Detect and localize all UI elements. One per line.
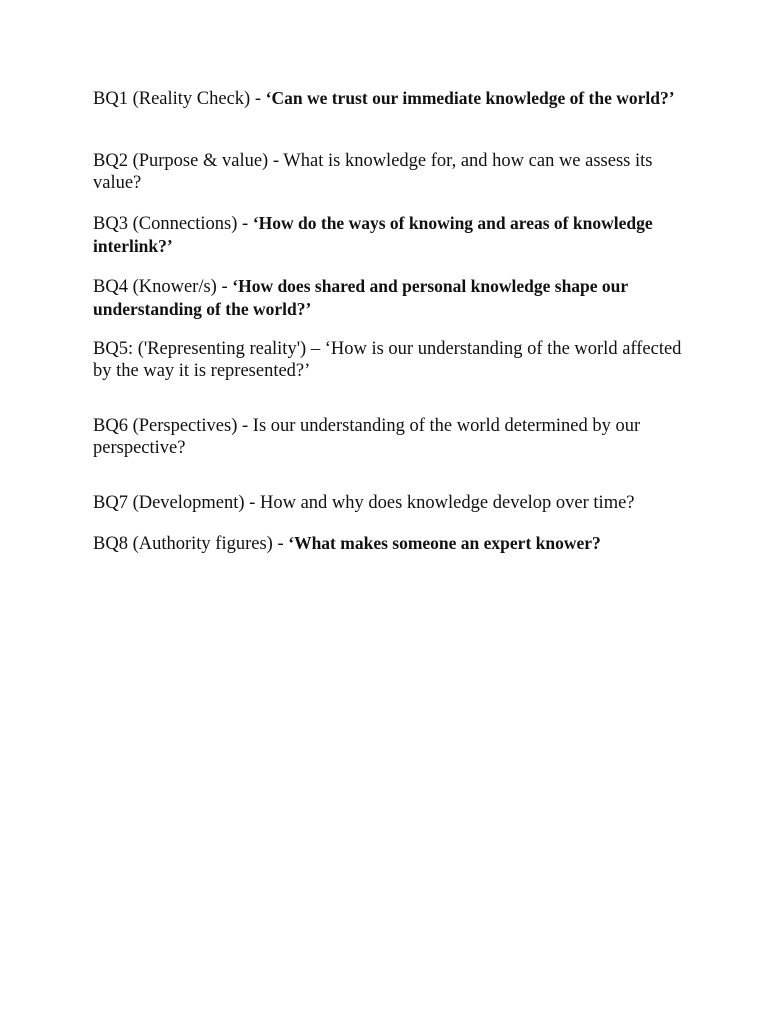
question-bq3 (93, 213, 683, 258)
question-text: ‘How does shared and personal knowledge shape our understanding of the world?’ (93, 276, 628, 319)
question-prefix: BQ1 (Reality Check) - (93, 89, 266, 109)
question-text: ‘How is our understanding of the world affected by the way it is represented?’ (93, 339, 682, 381)
question-prefix: BQ2 (Purpose & value) - (93, 151, 284, 171)
question-text: ‘What makes someone an expert knower? (288, 533, 601, 553)
question-bq5 (93, 339, 683, 382)
question-text: ‘How do the ways of knowing and areas of knowledge interlink?’ (93, 213, 653, 256)
question-prefix: BQ5: ('Representing reality') – (93, 339, 325, 359)
question-bq1 (93, 88, 683, 111)
question-bq4 (93, 276, 683, 321)
question-bq7 (93, 493, 683, 515)
question-bq2 (93, 151, 683, 194)
question-prefix: BQ6 (Perspectives) - (93, 416, 253, 436)
question-text: What is knowledge for, and how can we assess its value? (93, 151, 653, 193)
question-bq8 (93, 533, 683, 556)
question-bq6 (93, 416, 683, 459)
question-prefix: BQ3 (Connections) - (93, 214, 253, 234)
question-text: How and why does knowledge develop over time? (259, 493, 635, 513)
question-prefix: BQ4 (Knower/s) - (93, 277, 233, 297)
question-prefix: BQ8 (Authority figures) - (93, 534, 289, 554)
question-text: ‘Can we trust our immediate knowledge of the world?’ (265, 88, 675, 108)
question-prefix: BQ7 (Development) - (93, 493, 260, 513)
question-text: Is our understanding of the world determined by our perspective? (93, 416, 641, 458)
